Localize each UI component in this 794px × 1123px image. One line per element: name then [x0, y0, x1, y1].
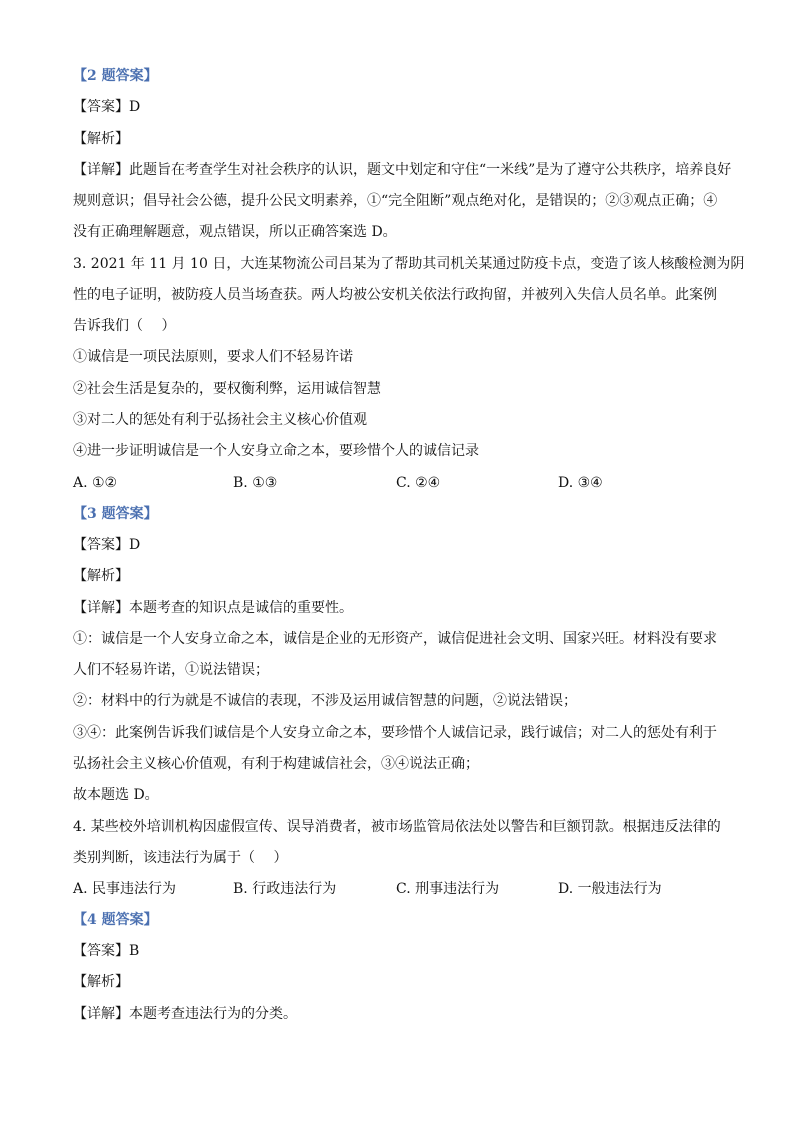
q3-statement-3: ③对二人的惩处有利于弘扬社会主义核心价值观 — [73, 412, 367, 428]
q4-stem-line-2: 类别判断，该违法行为属于（ ） — [73, 850, 288, 866]
q4-option-b: B. 行政违法行为 — [233, 881, 337, 897]
q3-conclusion: 故本题选 D。 — [73, 787, 159, 803]
q2-detail-line-1: 【详解】此题旨在考查学生对社会秩序的认识，题文中划定和守住“一米线”是为了遵守公共秩序，培养良好 — [73, 162, 732, 178]
q2-detail-line-2: 规则意识；倡导社会公德，提升公民文明素养，①“完全阻断”观点绝对化，是错误的；②③观点正确；④ — [73, 193, 718, 209]
q3-stem-line-2: 性的电子证明，被防疫人员当场查获。两人均被公安机关依法行政拘留，并被列入失信人员名单。此案例 — [73, 287, 717, 303]
q3-detail: 【详解】本题考查的知识点是诚信的重要性。 — [73, 600, 353, 616]
q3-statement-1: ①诚信是一项民法原则，要求人们不轻易许诺 — [73, 349, 353, 365]
q3-analysis-label: 【解析】 — [73, 568, 129, 584]
q3-point-1-line-2: 人们不轻易许诺，①说法错误； — [73, 662, 269, 678]
q3-answer-header: 【3 题答案】 — [73, 506, 158, 522]
q3-point-3-line-1: ③④：此案例告诉我们诚信是个人安身立命之本，要珍惜个人诚信记录，践行诚信；对二人的惩处有利于 — [73, 725, 717, 741]
q3-option-c: C. ②④ — [396, 475, 441, 491]
q2-detail-line-3: 没有正确理解题意，观点错误，所以正确答案选 D。 — [73, 224, 397, 240]
q3-statement-2: ②社会生活是复杂的，要权衡利弊，运用诚信智慧 — [73, 381, 381, 397]
q4-option-a: A. 民事违法行为 — [73, 881, 177, 897]
q3-point-1-line-1: ①：诚信是一个人安身立命之本，诚信是企业的无形资产，诚信促进社会文明、国家兴旺。材料没有要求 — [73, 631, 717, 647]
q3-answer: 【答案】D — [73, 537, 141, 553]
q3-option-b: B. ①③ — [233, 475, 278, 491]
q4-detail: 【详解】本题考查违法行为的分类。 — [73, 1006, 297, 1022]
q3-point-2: ②：材料中的行为就是不诚信的表现，不涉及运用诚信智慧的问题，②说法错误； — [73, 693, 577, 709]
q2-answer: 【答案】D — [73, 99, 141, 115]
q3-statement-4: ④进一步证明诚信是一个人安身立命之本，要珍惜个人的诚信记录 — [73, 443, 479, 459]
q3-options — [73, 473, 733, 493]
q4-answer-header: 【4 题答案】 — [73, 912, 158, 928]
q3-stem-line-1: 3. 2021 年 11 月 10 日，大连某物流公司吕某为了帮助其司机关某通过防疫卡点，变造了该人核酸检测为阴 — [73, 256, 745, 272]
q3-option-d: D. ③④ — [558, 475, 603, 491]
q4-analysis-label: 【解析】 — [73, 974, 129, 990]
q4-option-c: C. 刑事违法行为 — [396, 881, 500, 897]
q4-answer: 【答案】B — [73, 943, 140, 959]
q4-stem-line-1: 4. 某些校外培训机构因虚假宣传、误导消费者，被市场监管局依法处以警告和巨额罚款。根据违反法律的 — [73, 819, 721, 835]
q4-options — [73, 879, 733, 899]
q3-stem-line-3: 告诉我们（ ） — [73, 318, 176, 334]
q2-answer-header: 【2 题答案】 — [73, 68, 158, 84]
q2-analysis-label: 【解析】 — [73, 131, 129, 147]
q4-option-d: D. 一般违法行为 — [558, 881, 662, 897]
q3-point-3-line-2: 弘扬社会主义核心价值观，有利于构建诚信社会，③④说法正确； — [73, 756, 479, 772]
q3-option-a: A. ①② — [73, 475, 118, 491]
